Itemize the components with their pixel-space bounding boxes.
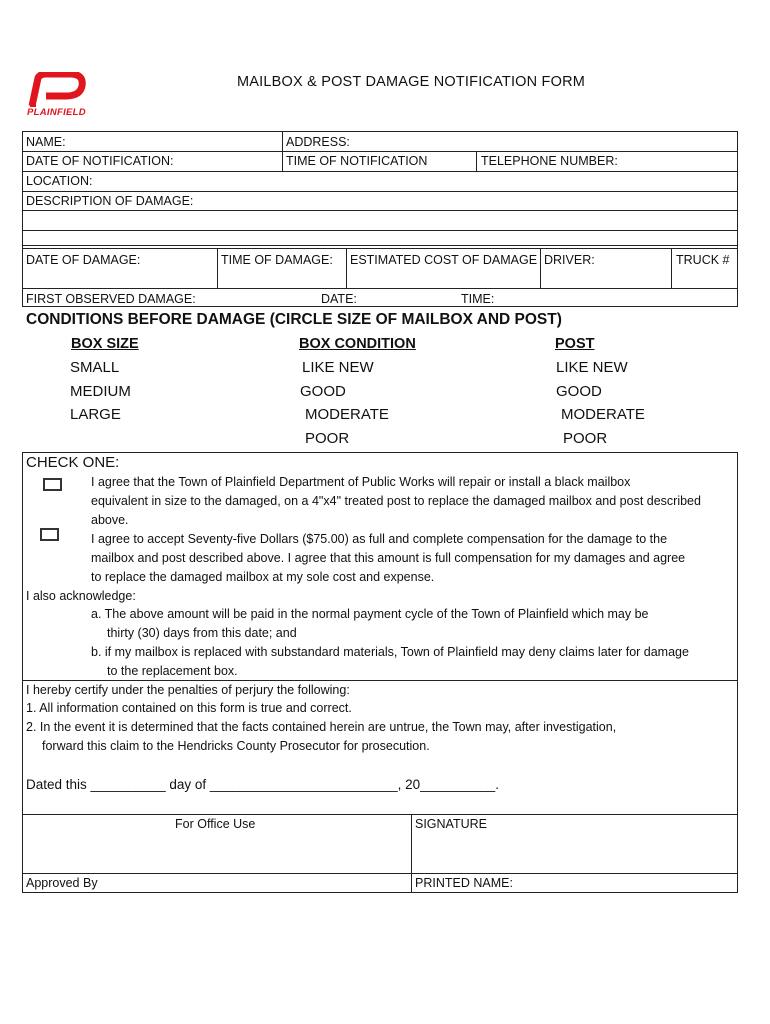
time-of-notification-label: TIME OF NOTIFICATION	[286, 154, 428, 168]
option2-line2: mailbox and post described above. I agree that this amount is full compensation for my damages and agree	[91, 551, 686, 565]
dated-line[interactable]: Dated this __________ day of _________________________, 20__________.	[26, 777, 499, 792]
name-label: NAME:	[26, 135, 66, 149]
certify-item2b: forward this claim to the Hendricks County Prosecutor for prosecution.	[42, 739, 430, 753]
post-like-new[interactable]: LIKE NEW	[556, 359, 628, 376]
box-size-header: BOX SIZE	[71, 336, 139, 352]
certify-item2: 2. In the event it is determined that the facts contained herein are untrue, the Town may, after investigation,	[26, 720, 617, 734]
estimated-cost-label: ESTIMATED COST OF DAMAGE	[350, 253, 538, 267]
printed-name-label: PRINTED NAME:	[415, 876, 513, 890]
box-condition-good[interactable]: GOOD	[300, 383, 346, 400]
signature-label: SIGNATURE	[415, 817, 487, 831]
acknowledge-label: I also acknowledge:	[26, 589, 136, 603]
post-good[interactable]: GOOD	[556, 383, 602, 400]
box-condition-moderate[interactable]: MODERATE	[305, 406, 389, 423]
plainfield-logo-icon	[26, 72, 90, 108]
first-observed-label: FIRST OBSERVED DAMAGE:	[26, 292, 196, 306]
post-poor[interactable]: POOR	[563, 430, 608, 447]
option2-line1: I agree to accept Seventy-five Dollars ($75.00) as full and complete compensation for the damage to the	[91, 532, 668, 546]
box-size-large[interactable]: LARGE	[70, 406, 121, 423]
logo-text: PLAINFIELD	[27, 107, 86, 118]
box-condition-poor[interactable]: POOR	[305, 430, 350, 447]
certify-intro: I hereby certify under the penalties of perjury the following:	[26, 683, 350, 697]
plainfield-logo	[26, 72, 90, 118]
time-of-damage-label: TIME OF DAMAGE:	[221, 253, 333, 267]
date-of-notification-label: DATE OF NOTIFICATION:	[26, 154, 174, 168]
option2-line3: to replace the damaged mailbox at my sole cost and expense.	[91, 570, 435, 584]
ack-b-line2: to the replacement box.	[107, 664, 238, 678]
address-label: ADDRESS:	[286, 135, 350, 149]
post-header: POST	[555, 336, 595, 352]
truck-label: TRUCK #	[676, 253, 730, 267]
option1-checkbox[interactable]	[43, 478, 62, 491]
form-title: MAILBOX & POST DAMAGE NOTIFICATION FORM	[237, 74, 586, 90]
ack-a-line2: thirty (30) days from this date; and	[107, 626, 297, 640]
time-label: TIME:	[461, 292, 495, 306]
option1-line3: above.	[91, 513, 129, 527]
description-label: DESCRIPTION OF DAMAGE:	[26, 194, 194, 208]
box-size-medium[interactable]: MEDIUM	[70, 383, 131, 400]
option1-line2: equivalent in size to the damaged, on a 4"x4" treated post to replace the damaged mailbox and post described	[91, 494, 701, 508]
location-label: LOCATION:	[26, 174, 93, 188]
check-one-heading: CHECK ONE:	[26, 454, 120, 471]
conditions-heading: CONDITIONS BEFORE DAMAGE (CIRCLE SIZE OF MAILBOX AND POST)	[26, 311, 562, 328]
option1-line1: I agree that the Town of Plainfield Department of Public Works will repair or install a black mailbox	[91, 475, 631, 489]
approved-by-label: Approved By	[26, 876, 98, 890]
ack-a-line1: a. The above amount will be paid in the normal payment cycle of the Town of Plainfield which may be	[91, 607, 649, 621]
box-condition-like-new[interactable]: LIKE NEW	[302, 359, 374, 376]
driver-label: DRIVER:	[544, 253, 595, 267]
date-label: DATE:	[321, 292, 357, 306]
option2-checkbox[interactable]	[40, 528, 59, 541]
box-condition-header: BOX CONDITION	[299, 336, 416, 352]
for-office-use: For Office Use	[175, 817, 256, 831]
telephone-label: TELEPHONE NUMBER:	[481, 154, 618, 168]
date-of-damage-label: DATE OF DAMAGE:	[26, 253, 141, 267]
ack-b-line1: b. if my mailbox is replaced with substandard materials, Town of Plainfield may deny claims later for damage	[91, 645, 689, 659]
certify-item1: 1. All information contained on this form is true and correct.	[26, 701, 352, 715]
post-moderate[interactable]: MODERATE	[561, 406, 645, 423]
box-size-small[interactable]: SMALL	[70, 359, 120, 376]
